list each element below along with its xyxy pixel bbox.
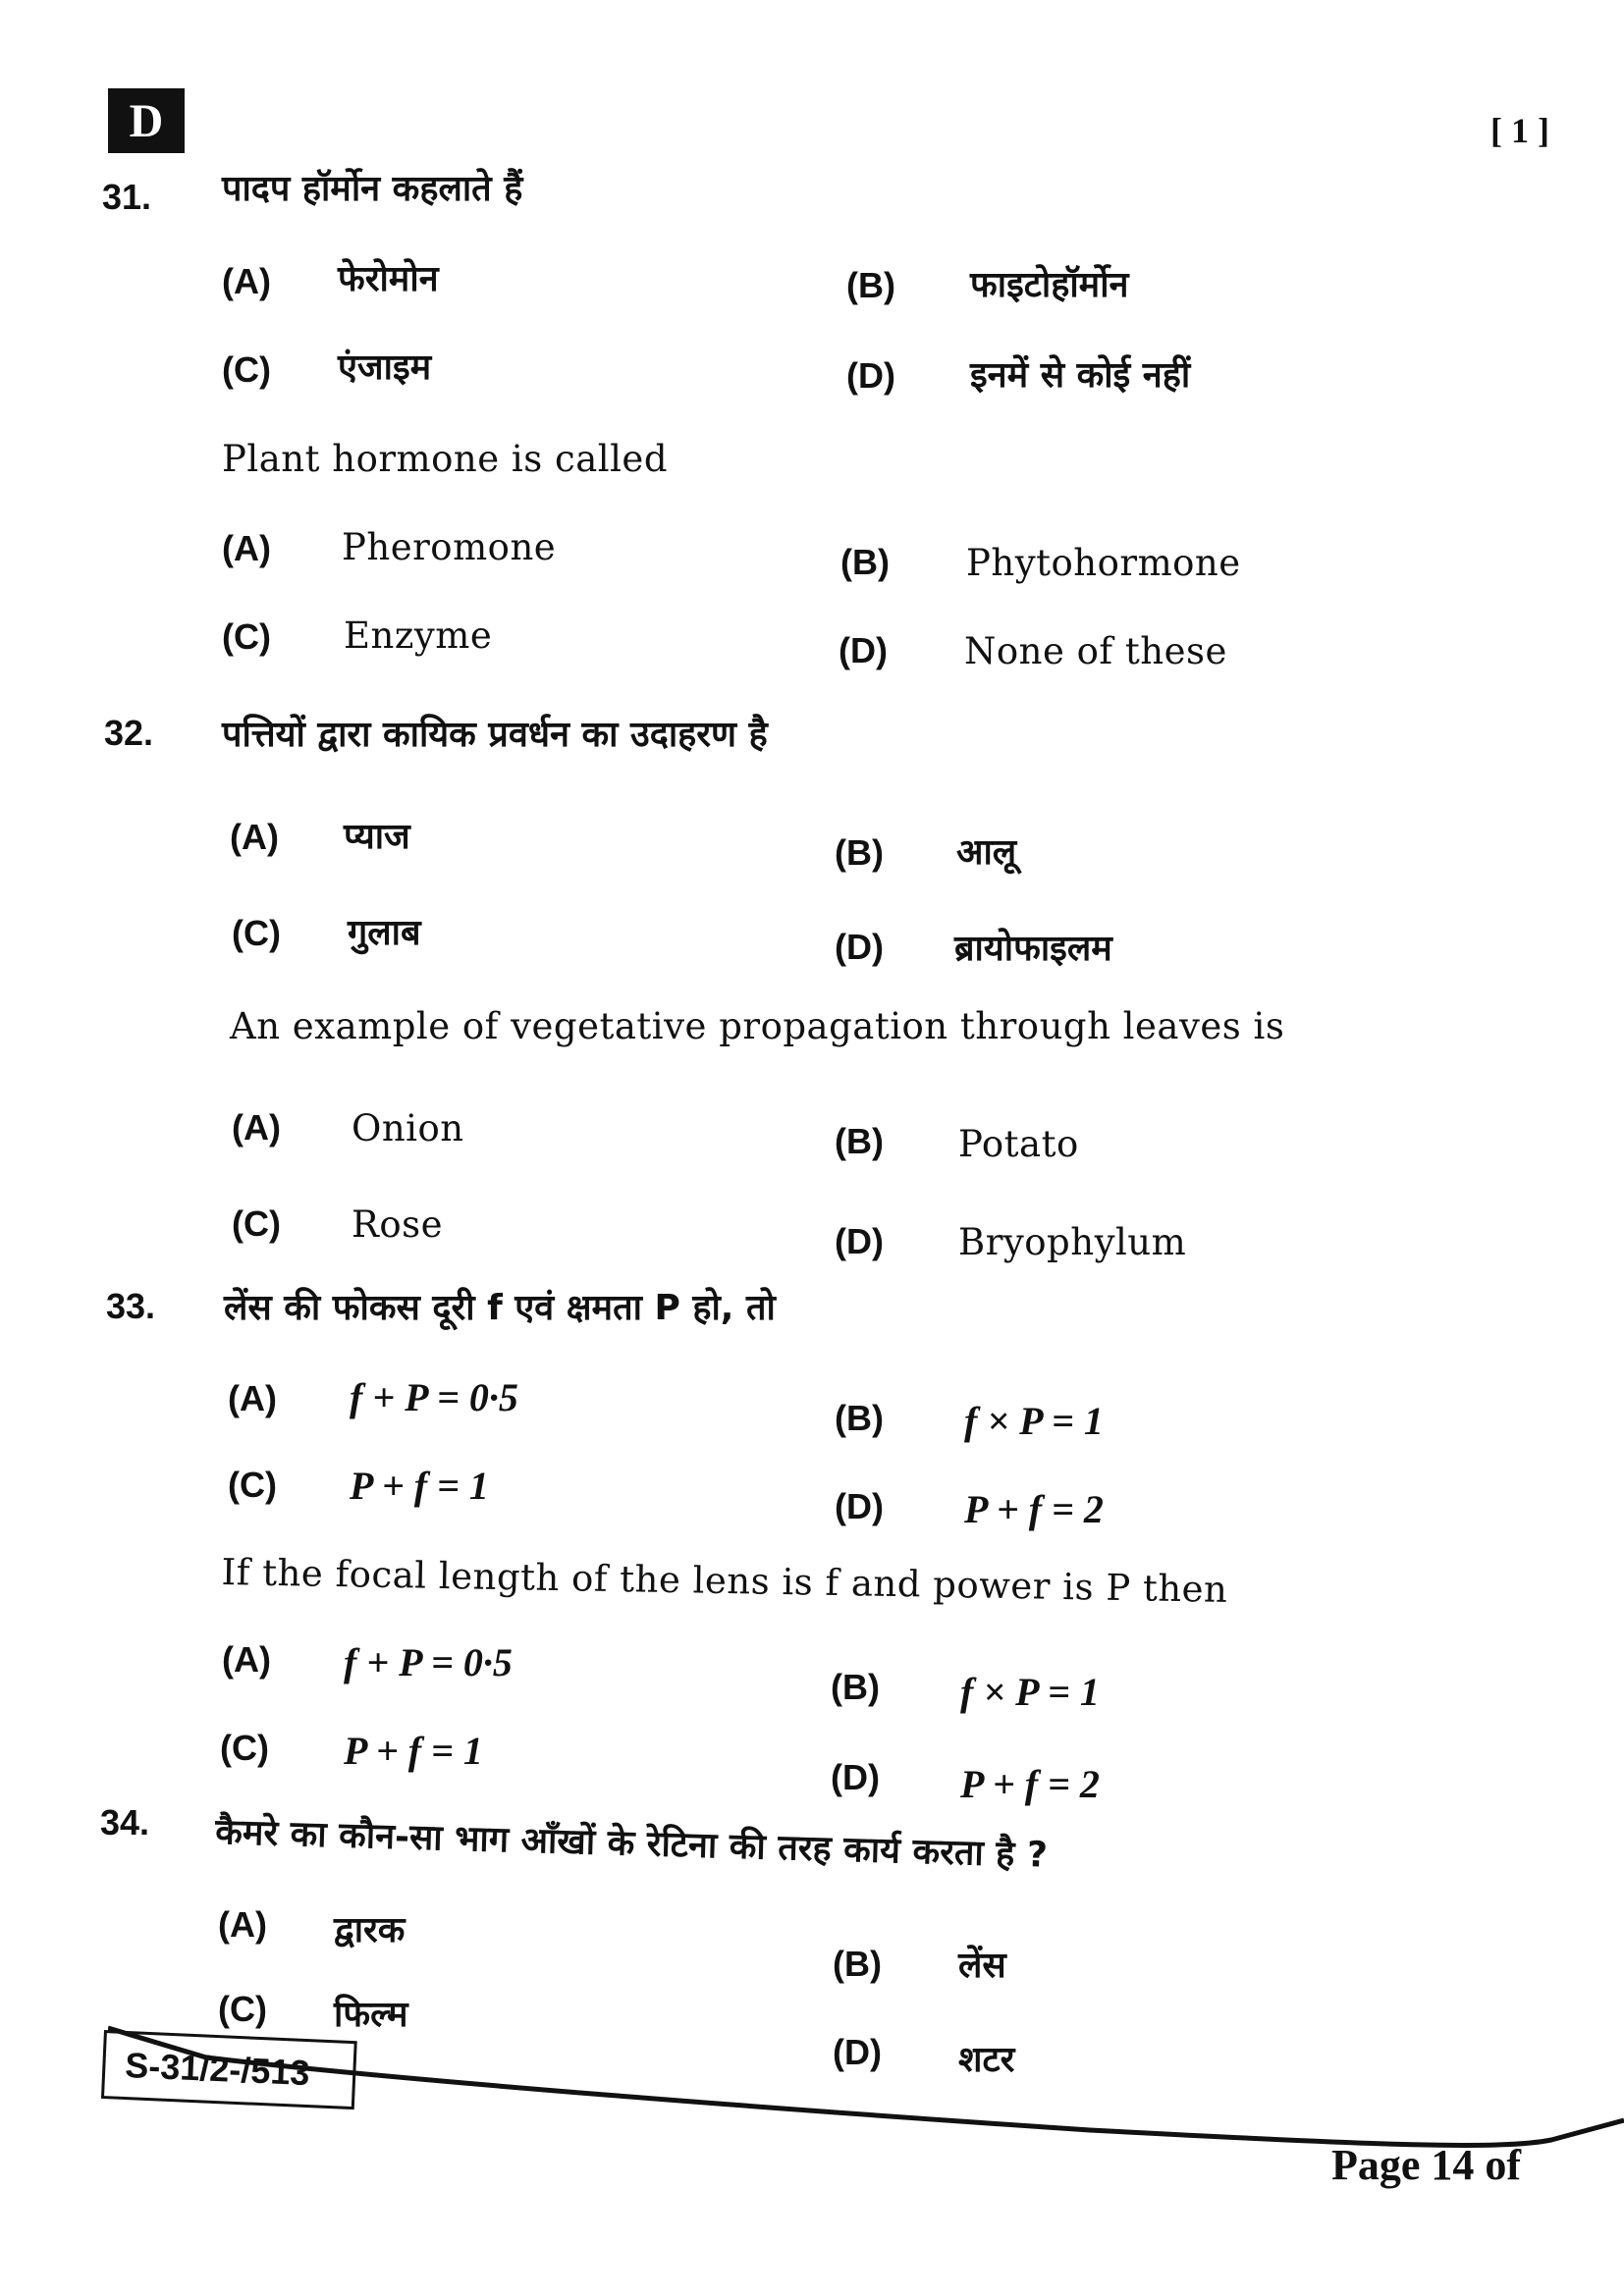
question-text-english: An example of vegetative propagation through leaves is <box>230 1005 1285 1047</box>
question-text-hindi: लेंस की फोकस दूरी f एवं क्षमता P हो, तो <box>224 1288 776 1328</box>
option-text: फेरोमोन <box>338 259 439 299</box>
option-label: (A) <box>232 1107 281 1148</box>
option-text: फाइटोहॉर्मोन <box>970 265 1129 305</box>
option-text: शटर <box>958 2040 1015 2080</box>
option-text: द्वारक <box>334 1910 406 1950</box>
option-text: None of these <box>964 630 1227 672</box>
option-label: (A) <box>222 261 271 301</box>
option-text: Phytohormone <box>966 542 1241 584</box>
option-label: (B) <box>840 542 890 582</box>
option-formula: f × P = 1 <box>964 1399 1104 1443</box>
question-text-hindi: पत्तियों द्वारा कायिक प्रवर्धन का उदाहरण है <box>222 715 768 755</box>
option-label: (C) <box>218 1989 267 2029</box>
option-text: फिल्म <box>334 1995 408 2035</box>
question-number: 32. <box>104 713 154 753</box>
option-text: ब्रायोफाइलम <box>954 929 1112 969</box>
option-text: Bryophylum <box>958 1221 1187 1263</box>
page-number-footer: Page 14 of <box>1331 2141 1522 2189</box>
question-text-english: Plant hormone is called <box>222 438 669 480</box>
option-formula: P + f = 2 <box>964 1487 1104 1531</box>
option-label: (C) <box>222 349 271 390</box>
option-text: प्याज <box>344 817 410 857</box>
option-text: Onion <box>352 1107 464 1149</box>
option-label: (D) <box>835 1221 884 1261</box>
option-label: (A) <box>218 1904 267 1945</box>
option-label: (A) <box>222 1639 271 1680</box>
option-label: (B) <box>846 265 895 305</box>
option-formula: f + P = 0·5 <box>344 1640 513 1684</box>
option-label: (A) <box>228 1378 277 1418</box>
paper-code-box <box>101 2030 357 2109</box>
option-label: (C) <box>222 616 271 657</box>
option-label: (C) <box>228 1465 277 1505</box>
option-label: (D) <box>846 355 895 396</box>
option-text: Enzyme <box>344 614 493 657</box>
option-label: (A) <box>230 817 279 857</box>
option-label: (C) <box>232 913 281 953</box>
option-formula: P + f = 1 <box>350 1464 489 1508</box>
option-label: (B) <box>833 1944 882 1984</box>
option-formula: P + f = 1 <box>344 1729 483 1773</box>
paper-code: S-31/2-/513 <box>124 2044 311 2094</box>
option-text: Potato <box>958 1123 1079 1165</box>
option-formula: P + f = 2 <box>960 1762 1100 1806</box>
question-text-hindi: पादप हॉर्मोन कहलाते हैं <box>222 169 523 209</box>
question-text-hindi: कैमरे का कौन-सा भाग आँखों के रेटिना की तरह कार्य करता है ? <box>214 1811 1049 1876</box>
option-label: (A) <box>222 528 271 568</box>
option-label: (D) <box>831 1757 880 1797</box>
question-text-english: If the focal length of the lens is f and power is P then <box>221 1551 1228 1611</box>
option-formula: f + P = 0·5 <box>350 1375 518 1419</box>
option-label: (B) <box>835 1398 884 1438</box>
option-text: गुलाब <box>348 913 421 953</box>
question-number: 31. <box>102 177 152 217</box>
option-label: (C) <box>220 1728 269 1768</box>
option-text: Rose <box>352 1203 444 1246</box>
option-label: (B) <box>835 1121 884 1161</box>
option-label: (B) <box>835 832 884 873</box>
option-text: इनमें से कोई नहीं <box>970 355 1191 396</box>
option-label: (B) <box>831 1667 880 1707</box>
option-label: (D) <box>839 630 888 670</box>
question-number: 33. <box>106 1286 156 1326</box>
option-text: एंजाइम <box>338 347 432 388</box>
question-number: 34. <box>100 1802 150 1842</box>
option-text: आलू <box>956 832 1017 873</box>
option-label: (D) <box>835 1486 884 1526</box>
option-text: लेंस <box>958 1946 1006 1986</box>
option-formula: f × P = 1 <box>960 1670 1100 1714</box>
option-label: (C) <box>232 1203 281 1244</box>
option-label: (D) <box>833 2032 882 2072</box>
option-label: (D) <box>835 927 884 967</box>
page-mark: [ 1 ] <box>1490 111 1549 150</box>
set-code-badge: D <box>108 88 185 153</box>
option-text: Pheromone <box>342 526 557 568</box>
